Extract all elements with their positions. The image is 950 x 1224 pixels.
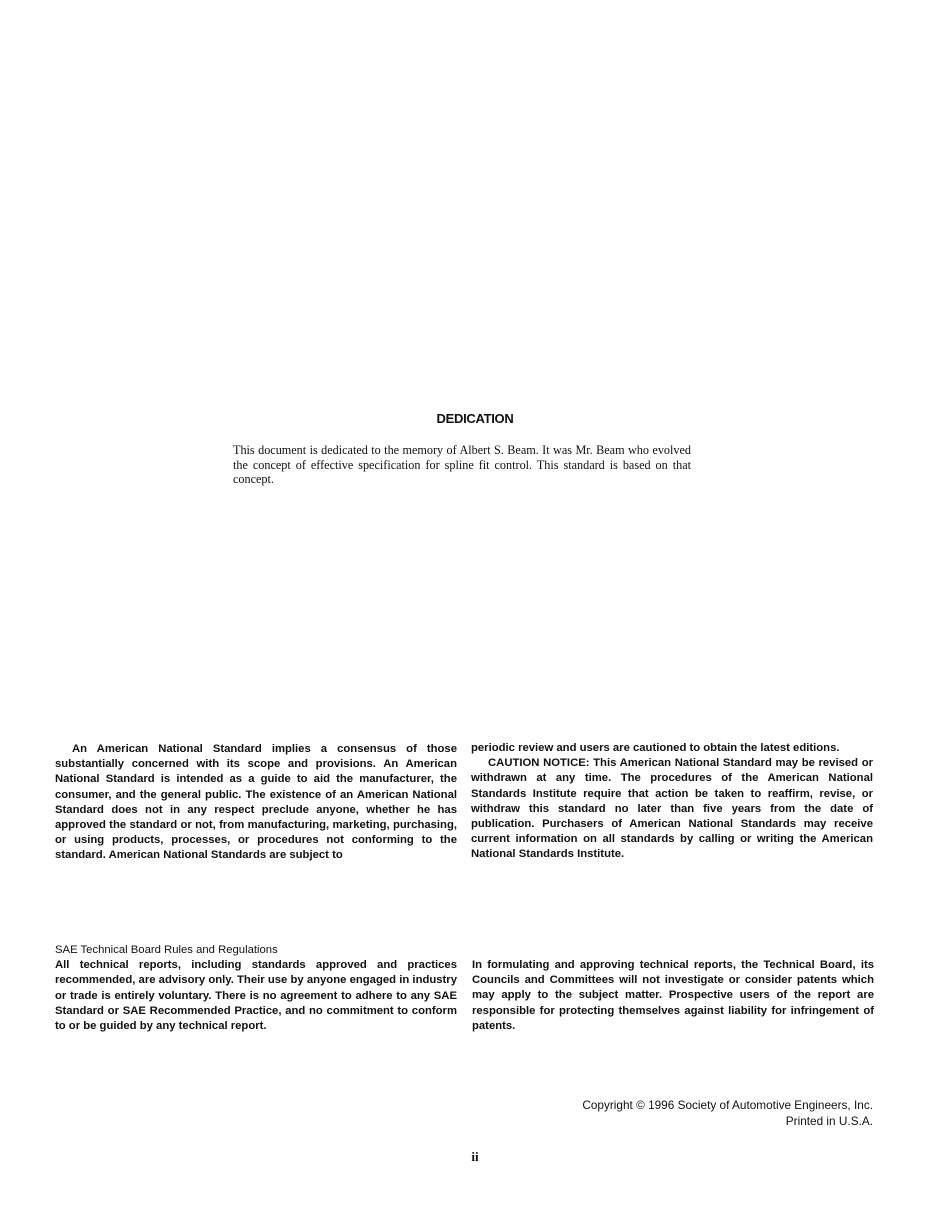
caution-notice-text: This American National Standard may be revised or withdrawn at any time. The procedures of the American National Standards Institute require that action be taken to reaffirm, revise, or withdraw this standard no later than five years from the date of publication. Purchasers of American National Standards may receive current information on all standards by calling or writing the American National Standards Institute. bbox=[471, 757, 873, 861]
dedication-title: DEDICATION bbox=[436, 411, 514, 426]
ansi-notice-paragraph-continued: periodic review and users are cautioned to obtain the latest editions. bbox=[471, 742, 840, 754]
sae-rules-advisory-text: All technical reports, including standards approved and practices recommended, are advisory only. Their use by anyone engaged in industry or trade is entirely voluntary. There is no agreement to adhere to any SAE Standard or SAE Recommended Practice, and no commitment to conform to or be guided by any technical report. bbox=[55, 959, 457, 1033]
page-number: ii bbox=[471, 1149, 479, 1164]
sae-rules-patents-text: In formulating and approving technical reports, the Technical Board, its Councils and Committees will not investigate or consider patents which may apply to the subject matter. Prospective users of the report are responsible for protecting themselves against liability for infringement of patents. bbox=[472, 959, 874, 1032]
ansi-notice-left-column bbox=[55, 742, 457, 864]
sae-rules-heading: SAE Technical Board Rules and Regulations bbox=[55, 944, 278, 956]
printed-in: Printed in U.S.A. bbox=[785, 1113, 873, 1128]
sae-rules-right-column bbox=[472, 958, 874, 1034]
ansi-notice-paragraph: An American National Standard implies a consensus of those substantially concerned with its scope and provisions. An American National Standard is intended as a guide to aid the manufacturer, the consumer, and the general public. The existence of an American National Standard does not in any respect preclude anyone, whether he has approved the standard or not, from manufacturing, marketing, purchasing, or using products, processes, or procedures not conforming to the standard. American National Standards are subject to bbox=[55, 743, 457, 862]
caution-notice bbox=[471, 756, 873, 862]
sae-rules-left-column bbox=[55, 943, 457, 1034]
dedication-text: This document is dedicated to the memory of Albert S. Beam. It was Mr. Beam who evolved the concept of effective specification for spline fit control. This standard is based on that concept. bbox=[233, 443, 691, 487]
copyright-block bbox=[582, 1098, 873, 1129]
ansi-notice-right-column bbox=[471, 741, 873, 863]
copyright-notice: Copyright © 1996 Society of Automotive Engineers, Inc. bbox=[582, 1098, 873, 1112]
caution-notice-label: CAUTION NOTICE: bbox=[488, 757, 590, 770]
